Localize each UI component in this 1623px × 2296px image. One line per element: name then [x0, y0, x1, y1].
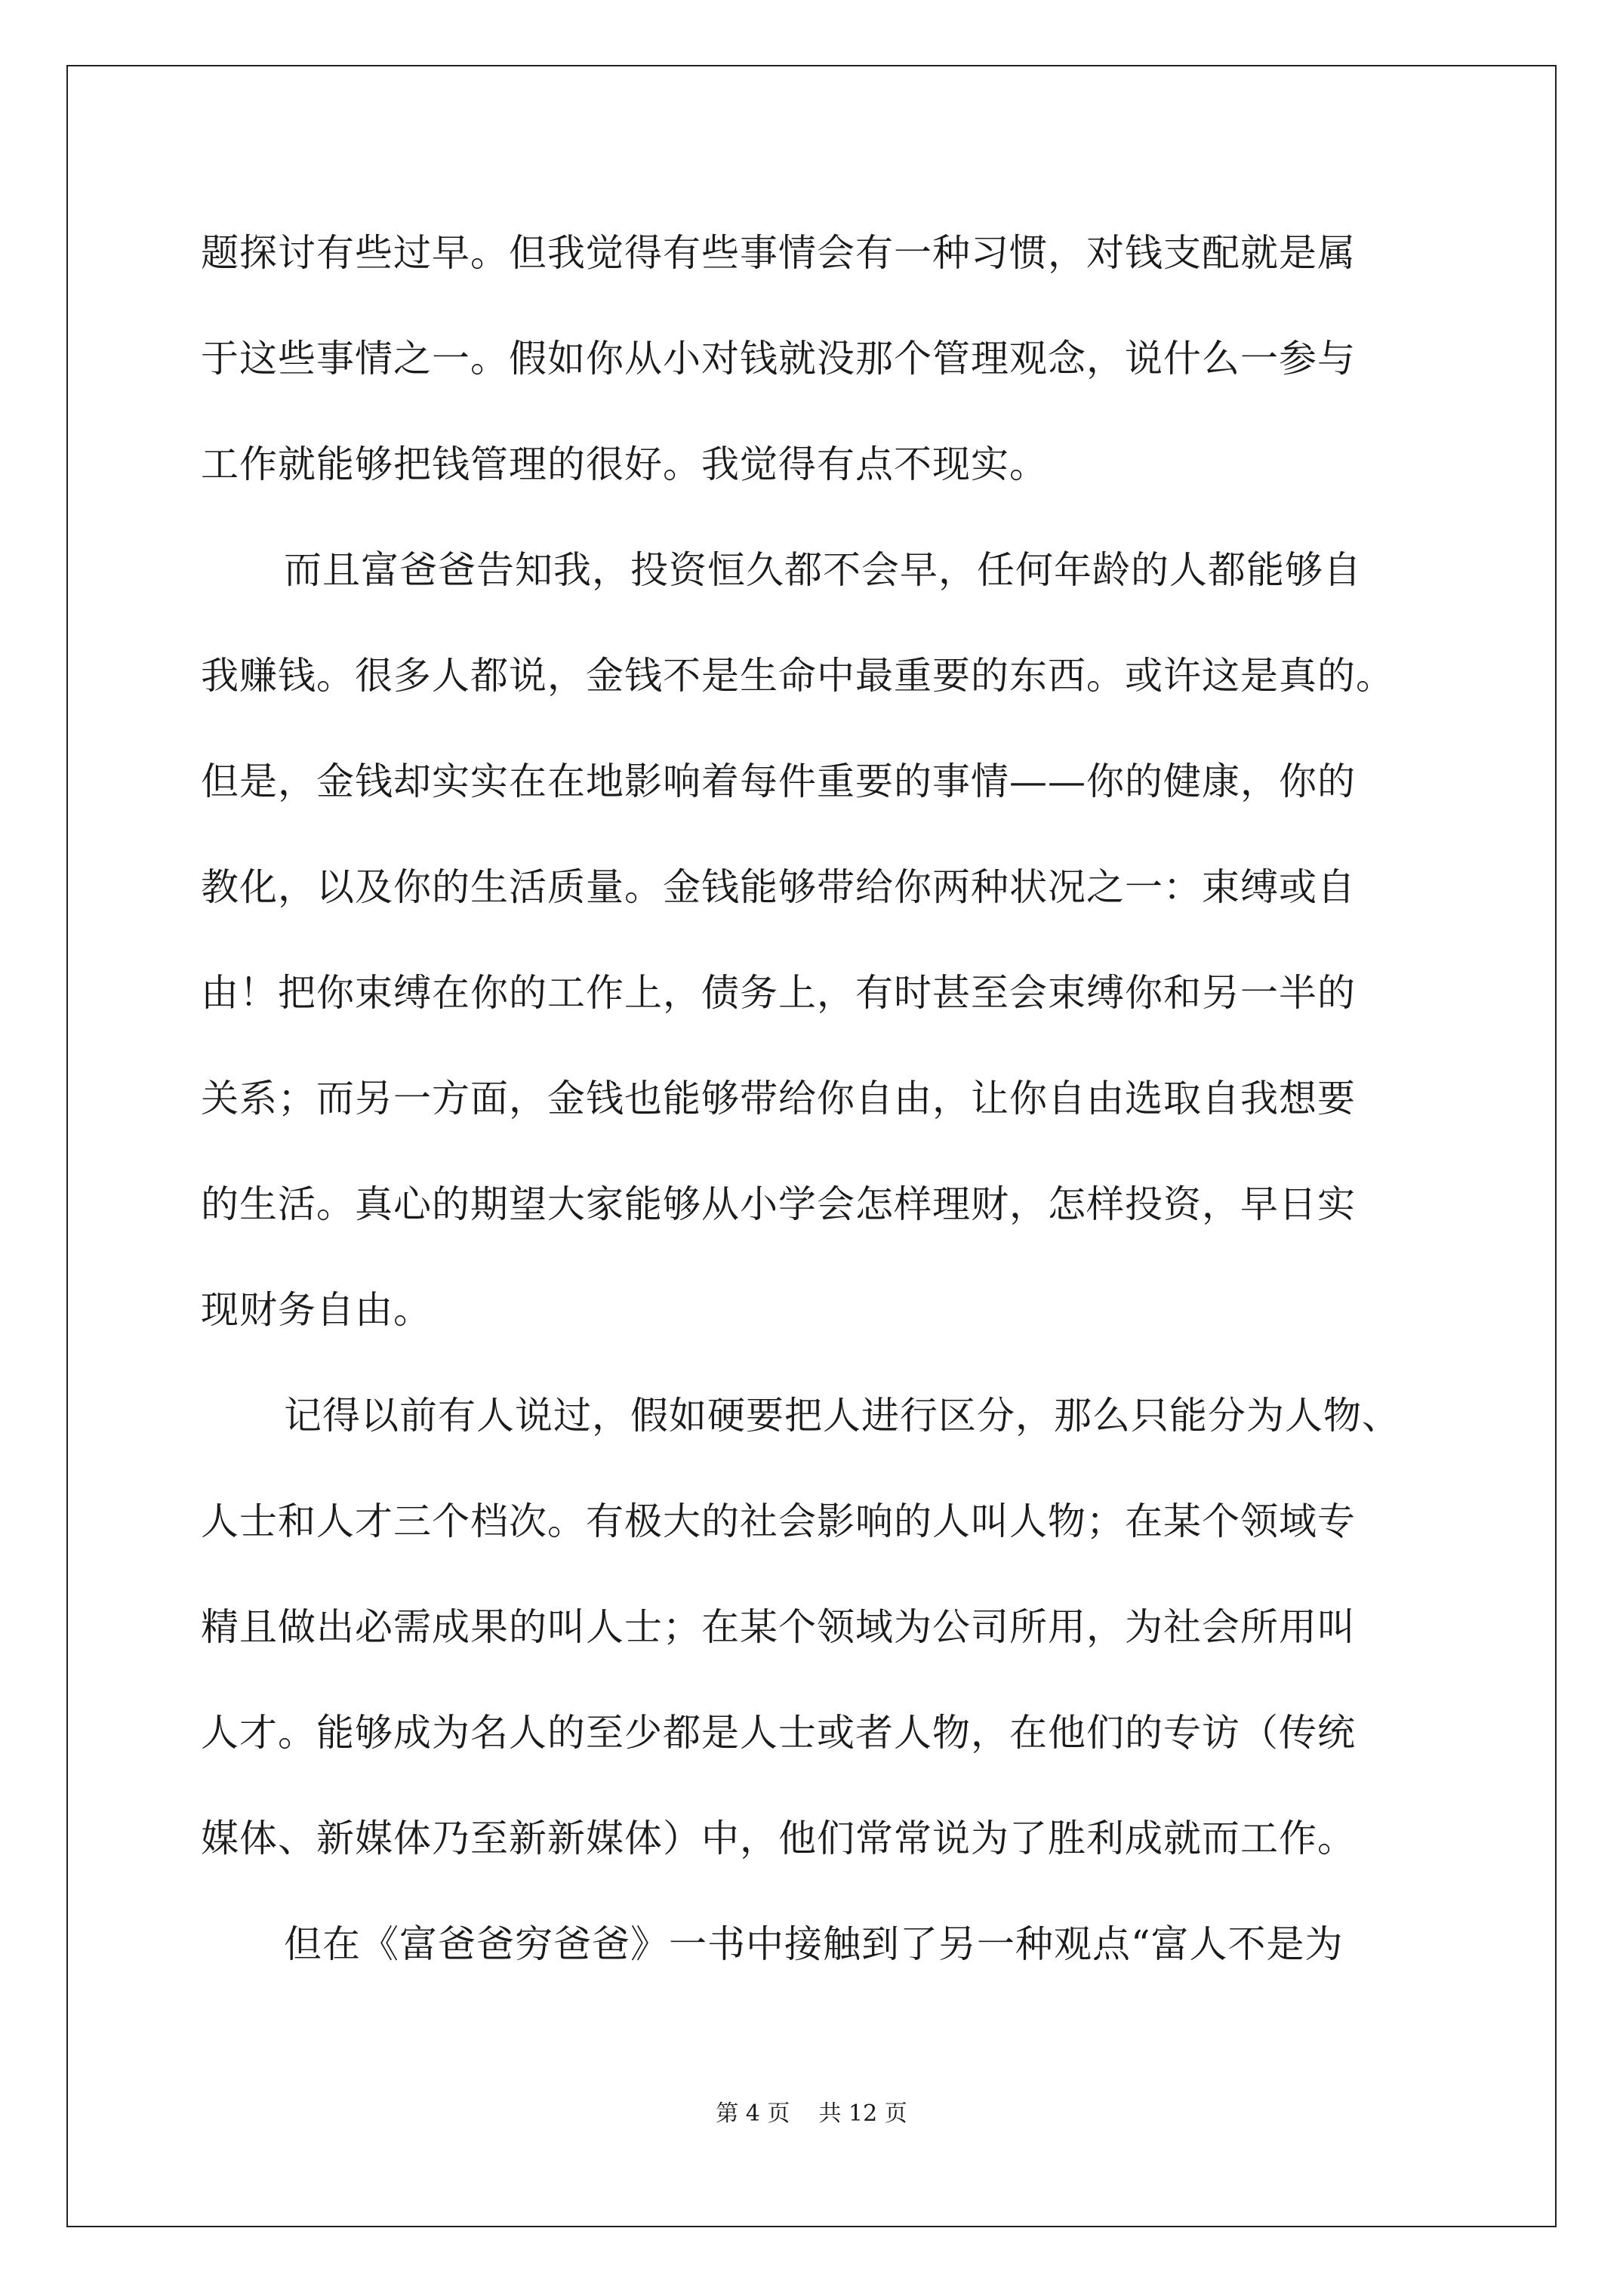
text-line: 人才。能够成为名人的至少都是人士或者人物，在他们的专访（传统 [201, 1711, 1356, 1755]
text-line: 人士和人才三个档次。有极大的社会影响的人叫人物；在某个领域专 [201, 1499, 1356, 1543]
page-number-footer: 第 4 页 共 12 页 [716, 2100, 907, 2127]
paragraph-start-line: 但在《富爸爸穷爸爸》一书中接触到了另一种观点“富人不是为 [284, 1922, 1344, 1966]
text-line: 于这些事情之一。假如你从小对钱就没那个管理观念，说什么一参与 [201, 337, 1356, 381]
paragraph-start-line: 而且富爸爸告知我，投资恒久都不会早，任何年龄的人都能够自 [284, 548, 1362, 592]
text-line: 我赚钱。很多人都说，金钱不是生命中最重要的东西。或许这是真的。 [201, 654, 1394, 698]
text-line: 由！把你束缚在你的工作上，债务上，有时甚至会束缚你和另一半的 [201, 971, 1356, 1015]
text-line: 精且做出必需成果的叫人士；在某个领域为公司所用，为社会所用叫 [201, 1605, 1356, 1649]
document-body [201, 219, 1439, 2016]
text-line: 但是，金钱却实实在在地影响着每件重要的事情——你的健康，你的 [201, 760, 1356, 803]
text-line: 媒体、新媒体乃至新新媒体）中，他们常常说为了胜利成就而工作。 [201, 1817, 1356, 1860]
text-line: 题探讨有些过早。但我觉得有些事情会有一种习惯，对钱支配就是属 [201, 231, 1356, 275]
text-line: 教化，以及你的生活质量。金钱能够带给你两种状况之一：束缚或自 [201, 865, 1356, 909]
text-line: 的生活。真心的期望大家能够从小学会怎样理财，怎样投资，早日实 [201, 1182, 1356, 1226]
paragraph-start-line: 记得以前有人说过，假如硬要把人进行区分，那么只能分为人物、 [284, 1394, 1400, 1438]
text-line: 关系；而另一方面，金钱也能够带给你自由，让你自由选取自我想要 [201, 1077, 1356, 1120]
text-line: 工作就能够把钱管理的很好。我觉得有点不现实。 [201, 442, 1048, 486]
text-line: 现财务自由。 [201, 1288, 432, 1332]
